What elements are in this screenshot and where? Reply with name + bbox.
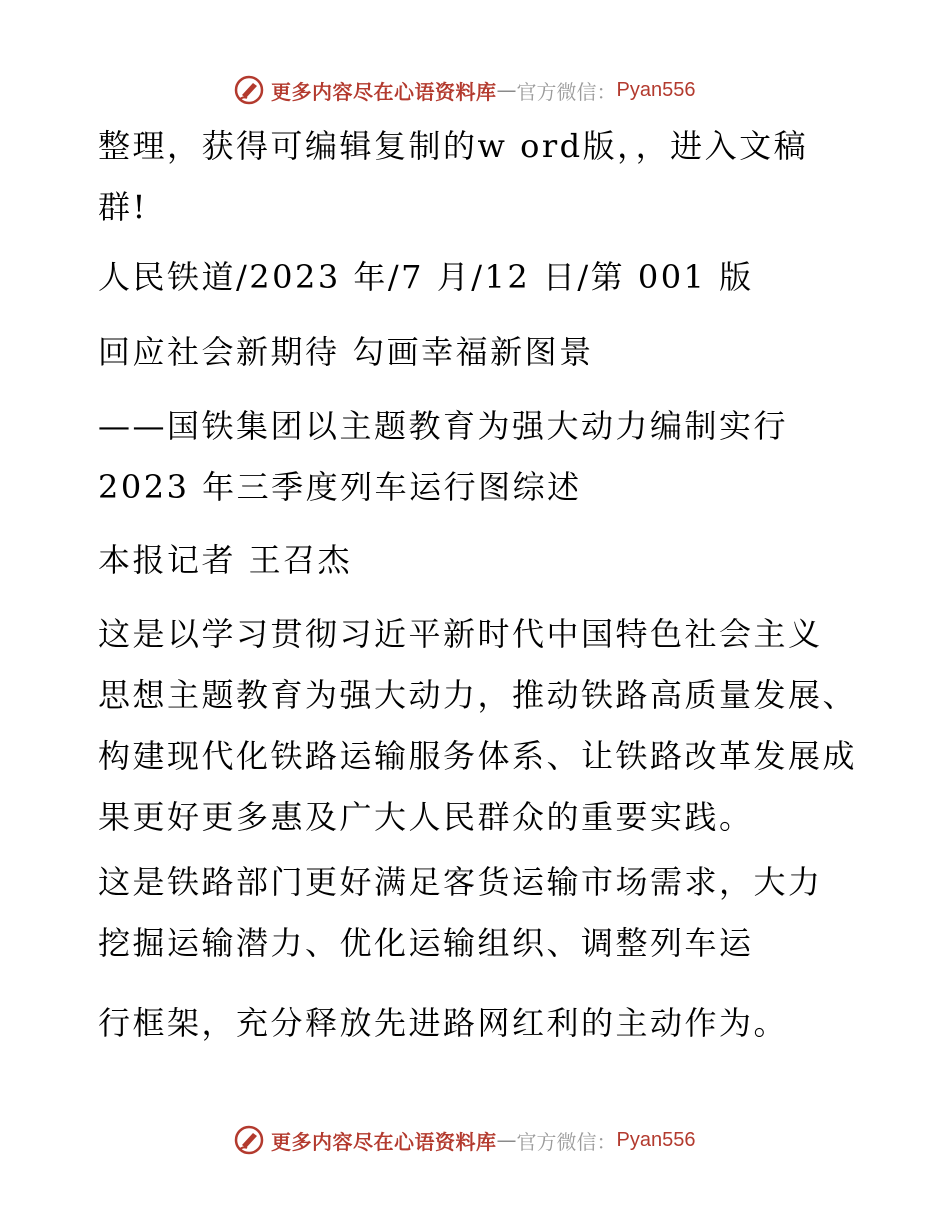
paragraph-line: 思想主题教育为强大动力，推动铁路高质量发展、 [98,676,858,714]
dateline: 人民铁道/2023 年/7 月/12 日/第 001 版 [98,258,754,296]
watermark-dash: — [496,1128,517,1152]
watermark-wechat-label: 官方微信： [516,79,617,104]
article-subtitle: ——国铁集团以主题教育为强大动力编制实行 [98,407,789,445]
paragraph-line: 行框架，充分释放先进路网红利的主动作为。 [98,1004,789,1042]
article-subtitle: 2023 年三季度列车运行图综述 [98,468,582,506]
watermark-wechat-id: Pyan556 [616,78,696,101]
footer-watermark [233,1122,695,1158]
watermark-text: 更多内容尽在心语资料库 [271,79,497,104]
article-title: 回应社会新期待 勾画幸福新图景 [98,333,594,371]
watermark-logo-icon [233,74,265,106]
paragraph-line: 挖掘运输潜力、优化运输组织、调整列车运 [98,924,754,962]
watermark-text: 更多内容尽在心语资料库 [271,1129,497,1154]
paragraph-line: 这是以学习贯彻习近平新时代中国特色社会主义 [98,615,823,653]
header-watermark [233,72,695,108]
paragraph-line: 构建现代化铁路运输服务体系、让铁路改革发展成 [98,737,858,775]
paragraph-line: 果更好更多惠及广大人民群众的重要实践。 [98,798,754,836]
watermark-dash: — [496,78,517,102]
byline: 本报记者 王召杰 [98,541,353,579]
text-line: 群! [98,188,148,226]
paragraph-line: 这是铁路部门更好满足客货运输市场需求，大力 [98,863,823,901]
watermark-logo-icon [233,1124,265,1156]
text-line: 整理，获得可编辑复制的w ord版，，进入文稿 [98,127,809,165]
watermark-wechat-label: 官方微信： [516,1129,617,1154]
watermark-wechat-id: Pyan556 [616,1128,696,1151]
